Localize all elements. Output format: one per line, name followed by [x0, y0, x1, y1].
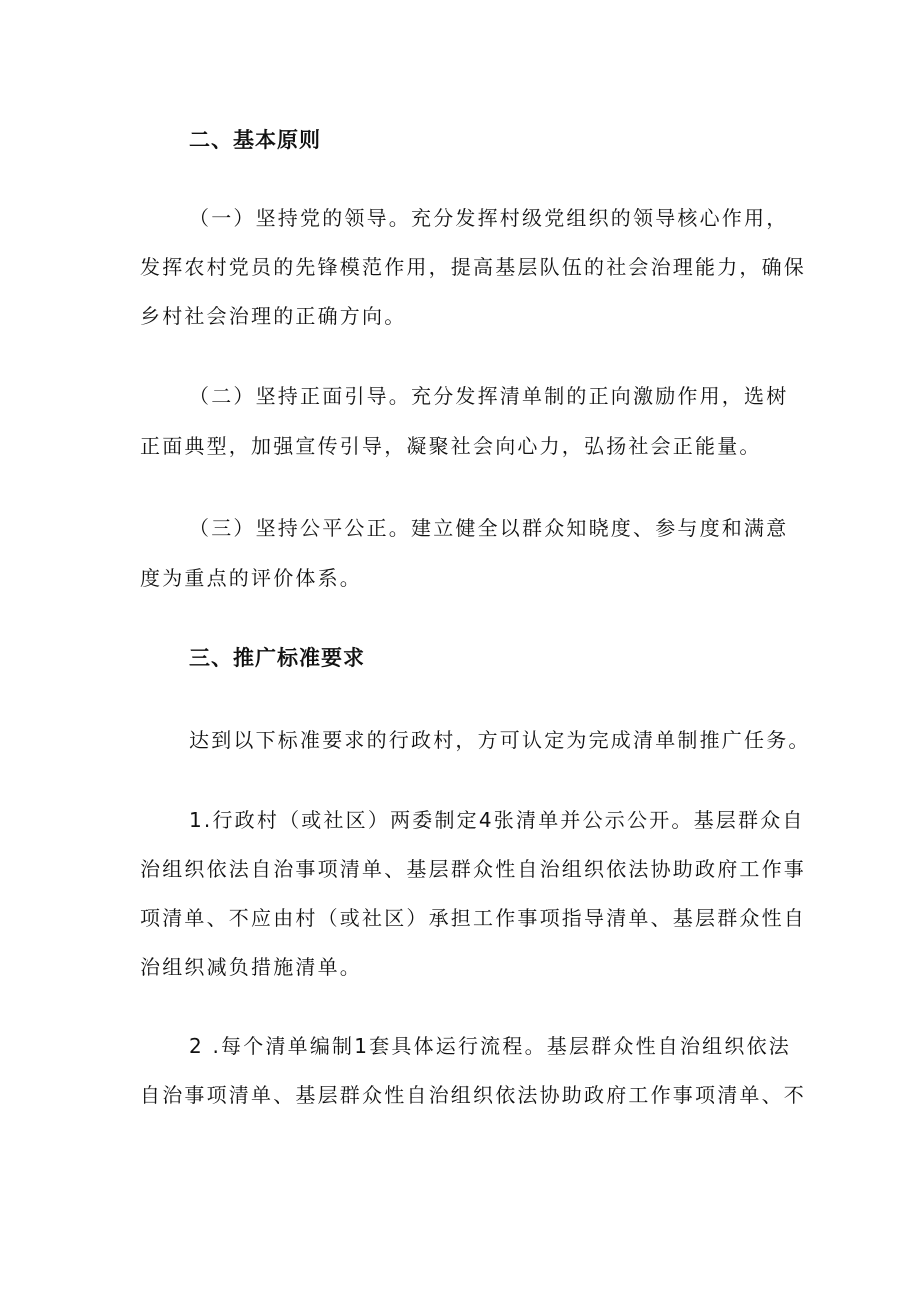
paragraph-line: （三）坚持公平公正。建立健全以群众知晓度、参与度和满意 — [189, 516, 789, 540]
paragraph-line: 度为重点的评价体系。 — [140, 566, 362, 590]
paragraph-line: 正面典型，加强宣传引导，凝聚社会向心力，弘扬社会正能量。 — [140, 434, 762, 458]
paragraph-line: （二）坚持正面引导。充分发挥清单制的正向激励作用，选树 — [189, 384, 789, 408]
paragraph-line: （一）坚持党的领导。充分发挥村级党组织的领导核心作用， — [189, 206, 789, 230]
paragraph-line: 发挥农村党员的先锋模范作用，提高基层队伍的社会治理能力，确保 — [140, 255, 806, 279]
paragraph-line: 项清单、不应由村（或社区）承担工作事项指导清单、基层群众性自 — [140, 906, 806, 930]
paragraph-intro: 达到以下标准要求的行政村，方可认定为完成清单制推广任务。 — [189, 728, 811, 752]
paragraph-line: 自治事项清单、基层群众性自治组织依法协助政府工作事项清单、不 — [140, 1083, 806, 1107]
paragraph-line: 乡村社会治理的正确方向。 — [140, 304, 407, 328]
paragraph-line: 2 .每个清单编制1套具体运行流程。基层群众性自治组织依法 — [189, 1034, 791, 1058]
paragraph-line: 治组织减负措施清单。 — [140, 955, 362, 979]
paragraph-line: 1.行政村（或社区）两委制定4张清单并公示公开。基层群众自 — [189, 808, 805, 832]
section-heading-principles: 二、基本原则 — [189, 128, 321, 152]
section-heading-standards: 三、推广标准要求 — [189, 646, 365, 670]
paragraph-line: 治组织依法自治事项清单、基层群众性自治组织依法协助政府工作事 — [140, 857, 806, 881]
